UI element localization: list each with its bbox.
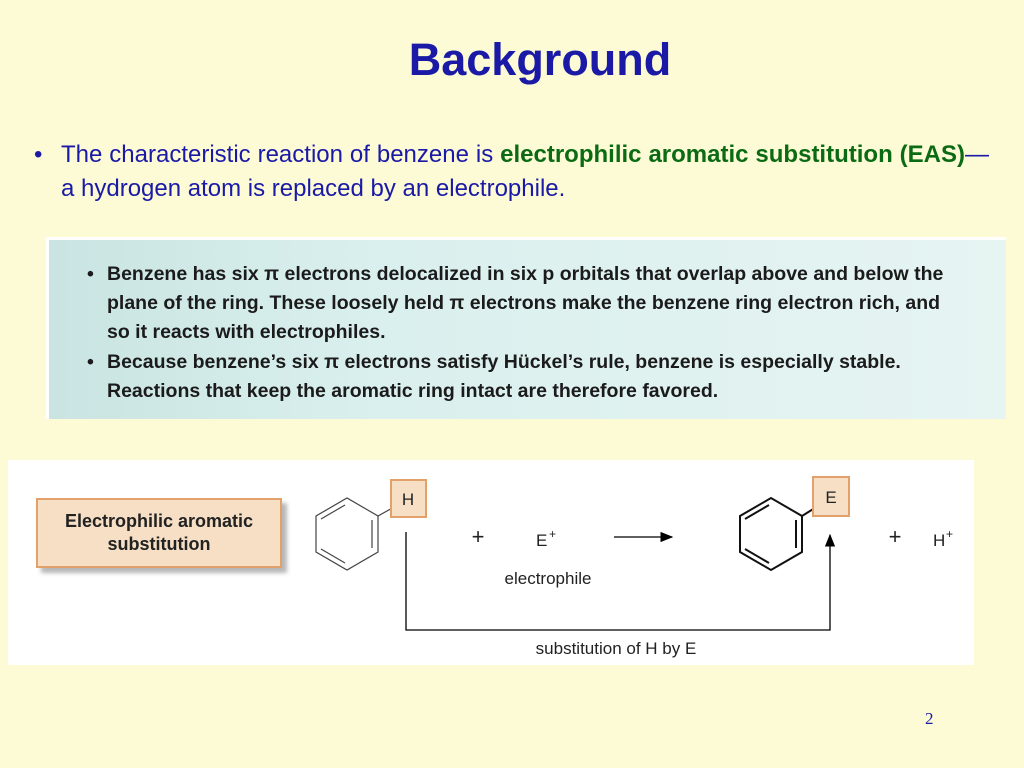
plus-sign-2: + bbox=[888, 524, 902, 549]
reaction-label-line1: Electrophilic aromatic bbox=[64, 511, 254, 531]
main-bullet bbox=[34, 138, 989, 206]
main-bullet-text bbox=[61, 138, 989, 206]
electrophile-charge: + bbox=[549, 527, 557, 541]
bullet-text-after: —a hydrogen atom is replaced by an electrophile. bbox=[61, 141, 989, 202]
reaction-scheme bbox=[8, 460, 974, 665]
electrophile-symbol: E bbox=[536, 531, 548, 550]
info-item-text: Benzene has six π electrons delocalized in six p orbitals that overlap above and below the plane of the ring. These loosely held π electrons make the benzene ring electron rich, and so it reacts with electrophiles. bbox=[107, 263, 944, 343]
substitution-arrow bbox=[406, 532, 830, 630]
info-item-text: Because benzene’s six π electrons satisfy Hückel’s rule, benzene is especially stable. Reactions that keep the aromatic ring intact are therefore favored. bbox=[107, 351, 901, 402]
reaction-diagram bbox=[8, 460, 974, 665]
bullet-dot: • bbox=[34, 141, 43, 168]
substitution-caption: substitution of H by E bbox=[535, 639, 697, 658]
benzene-ring-product bbox=[740, 498, 818, 570]
info-bullet: • bbox=[87, 263, 94, 285]
slide-title: Background bbox=[408, 34, 672, 85]
byproduct-charge: + bbox=[946, 527, 954, 541]
info-box bbox=[46, 237, 1006, 419]
benzene-ring-reactant bbox=[316, 498, 396, 570]
plus-sign-1: + bbox=[471, 524, 485, 549]
page-number: 2 bbox=[925, 709, 934, 728]
substituent-e: E bbox=[825, 488, 837, 507]
electrophile-caption: electrophile bbox=[504, 569, 592, 588]
byproduct-symbol: H bbox=[933, 531, 946, 550]
bullet-emphasis: electrophilic aromatic substitution (EAS) bbox=[500, 141, 965, 168]
info-bullet: • bbox=[87, 351, 94, 373]
bullet-text-before: The characteristic reaction of benzene is bbox=[61, 141, 501, 168]
substituent-h: H bbox=[401, 490, 415, 509]
info-item bbox=[87, 348, 967, 406]
info-item bbox=[87, 260, 967, 347]
reaction-label-line2: substitution bbox=[107, 534, 211, 554]
